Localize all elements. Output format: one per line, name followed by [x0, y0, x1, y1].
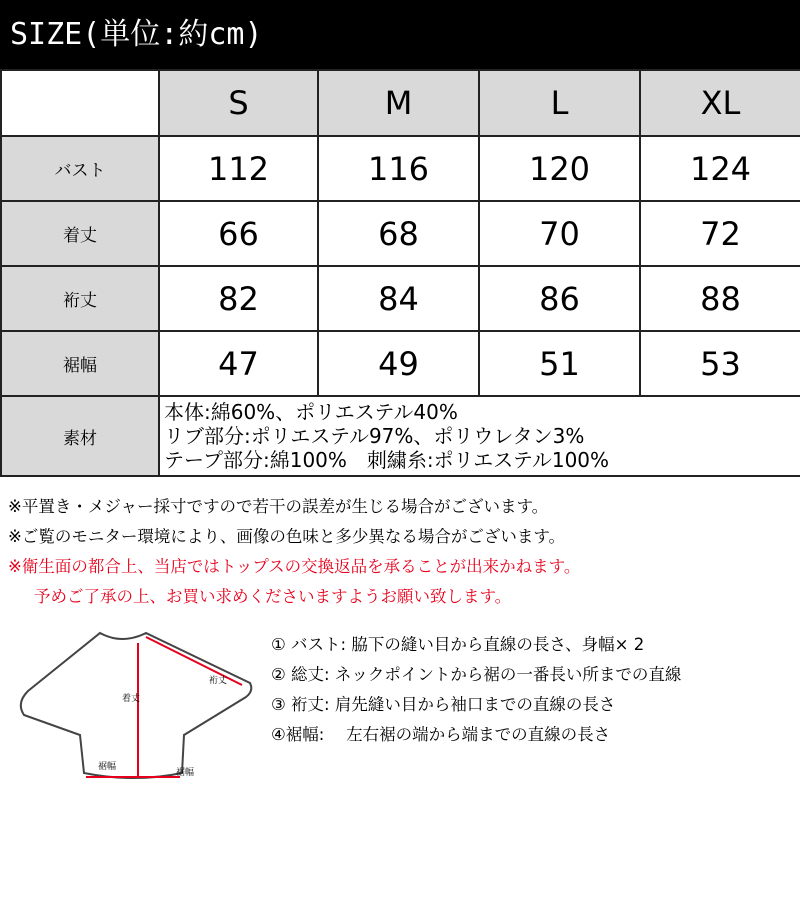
size-header-s: S: [159, 70, 318, 136]
value-cell: 47: [159, 331, 318, 396]
value-cell: 88: [640, 266, 800, 331]
material-row: [1, 396, 800, 476]
legend-item: ② 総丈: ネックポイントから裾の一番長い所までの直線: [271, 665, 682, 684]
table-row: [1, 266, 800, 331]
material-line: テープ部分:綿100% 刺繍糸:ポリエステル100%: [164, 448, 610, 472]
material-text: [159, 396, 800, 476]
row-label-length: 着丈: [1, 201, 159, 266]
value-cell: 82: [159, 266, 318, 331]
value-cell: 68: [318, 201, 479, 266]
note-line-red: 予めご了承の上、お買い求めくださいますようお願い致します。: [34, 587, 512, 606]
size-table: [0, 69, 800, 477]
diagram-label-length: 着丈: [122, 694, 141, 704]
header-empty-cell: [1, 70, 159, 136]
value-cell: 53: [640, 331, 800, 396]
material-line: リブ部分:ポリエステル97%、ポリウレタン3%: [164, 424, 585, 448]
value-cell: 120: [479, 136, 640, 201]
table-row: [1, 201, 800, 266]
size-header-l: L: [479, 70, 640, 136]
measurement-legend: [271, 630, 796, 750]
value-cell: 70: [479, 201, 640, 266]
value-cell: 72: [640, 201, 800, 266]
row-label-bust: バスト: [1, 136, 159, 201]
size-header-m: M: [318, 70, 479, 136]
table-row: [1, 136, 800, 201]
size-title: SIZE(単位:約cm): [0, 0, 800, 69]
note-line: ※平置き・メジャー採寸ですので若干の誤差が生じる場合がございます。: [8, 497, 549, 516]
value-cell: 116: [318, 136, 479, 201]
row-label-sleeve: 裄丈: [1, 266, 159, 331]
material-line: 本体:綿60%、ポリエステル40%: [164, 400, 458, 424]
value-cell: 112: [159, 136, 318, 201]
legend-item: ③ 裄丈: 肩先縫い目から袖口までの直線の長さ: [271, 695, 616, 714]
value-cell: 51: [479, 331, 640, 396]
garment-outline: [21, 633, 252, 778]
garment-diagram: [14, 625, 254, 790]
size-header-row: [1, 70, 800, 136]
value-cell: 66: [159, 201, 318, 266]
diagram-label-hem-2: 裾幅: [176, 768, 195, 778]
note-line: ※ご覧のモニター環境により、画像の色味と多少異なる場合がございます。: [8, 527, 566, 546]
notes: [8, 492, 798, 612]
row-label-material: 素材: [1, 396, 159, 476]
value-cell: 84: [318, 266, 479, 331]
diagram-label-sleeve: 裄丈: [209, 676, 228, 686]
legend-item: ① バスト: 脇下の縫い目から直線の長さ、身幅× 2: [271, 635, 645, 654]
note-line-red: ※衛生面の都合上、当店ではトップスの交換返品を承ることが出来かねます。: [8, 557, 581, 576]
legend-item: ④裾幅: 左右裾の端から端までの直線の長さ: [271, 725, 611, 744]
row-label-hem: 裾幅: [1, 331, 159, 396]
value-cell: 49: [318, 331, 479, 396]
value-cell: 86: [479, 266, 640, 331]
value-cell: 124: [640, 136, 800, 201]
size-header-xl: XL: [640, 70, 800, 136]
sleeve-measure-line: [146, 637, 242, 685]
table-row: [1, 331, 800, 396]
diagram-label-hem: 裾幅: [98, 762, 117, 772]
